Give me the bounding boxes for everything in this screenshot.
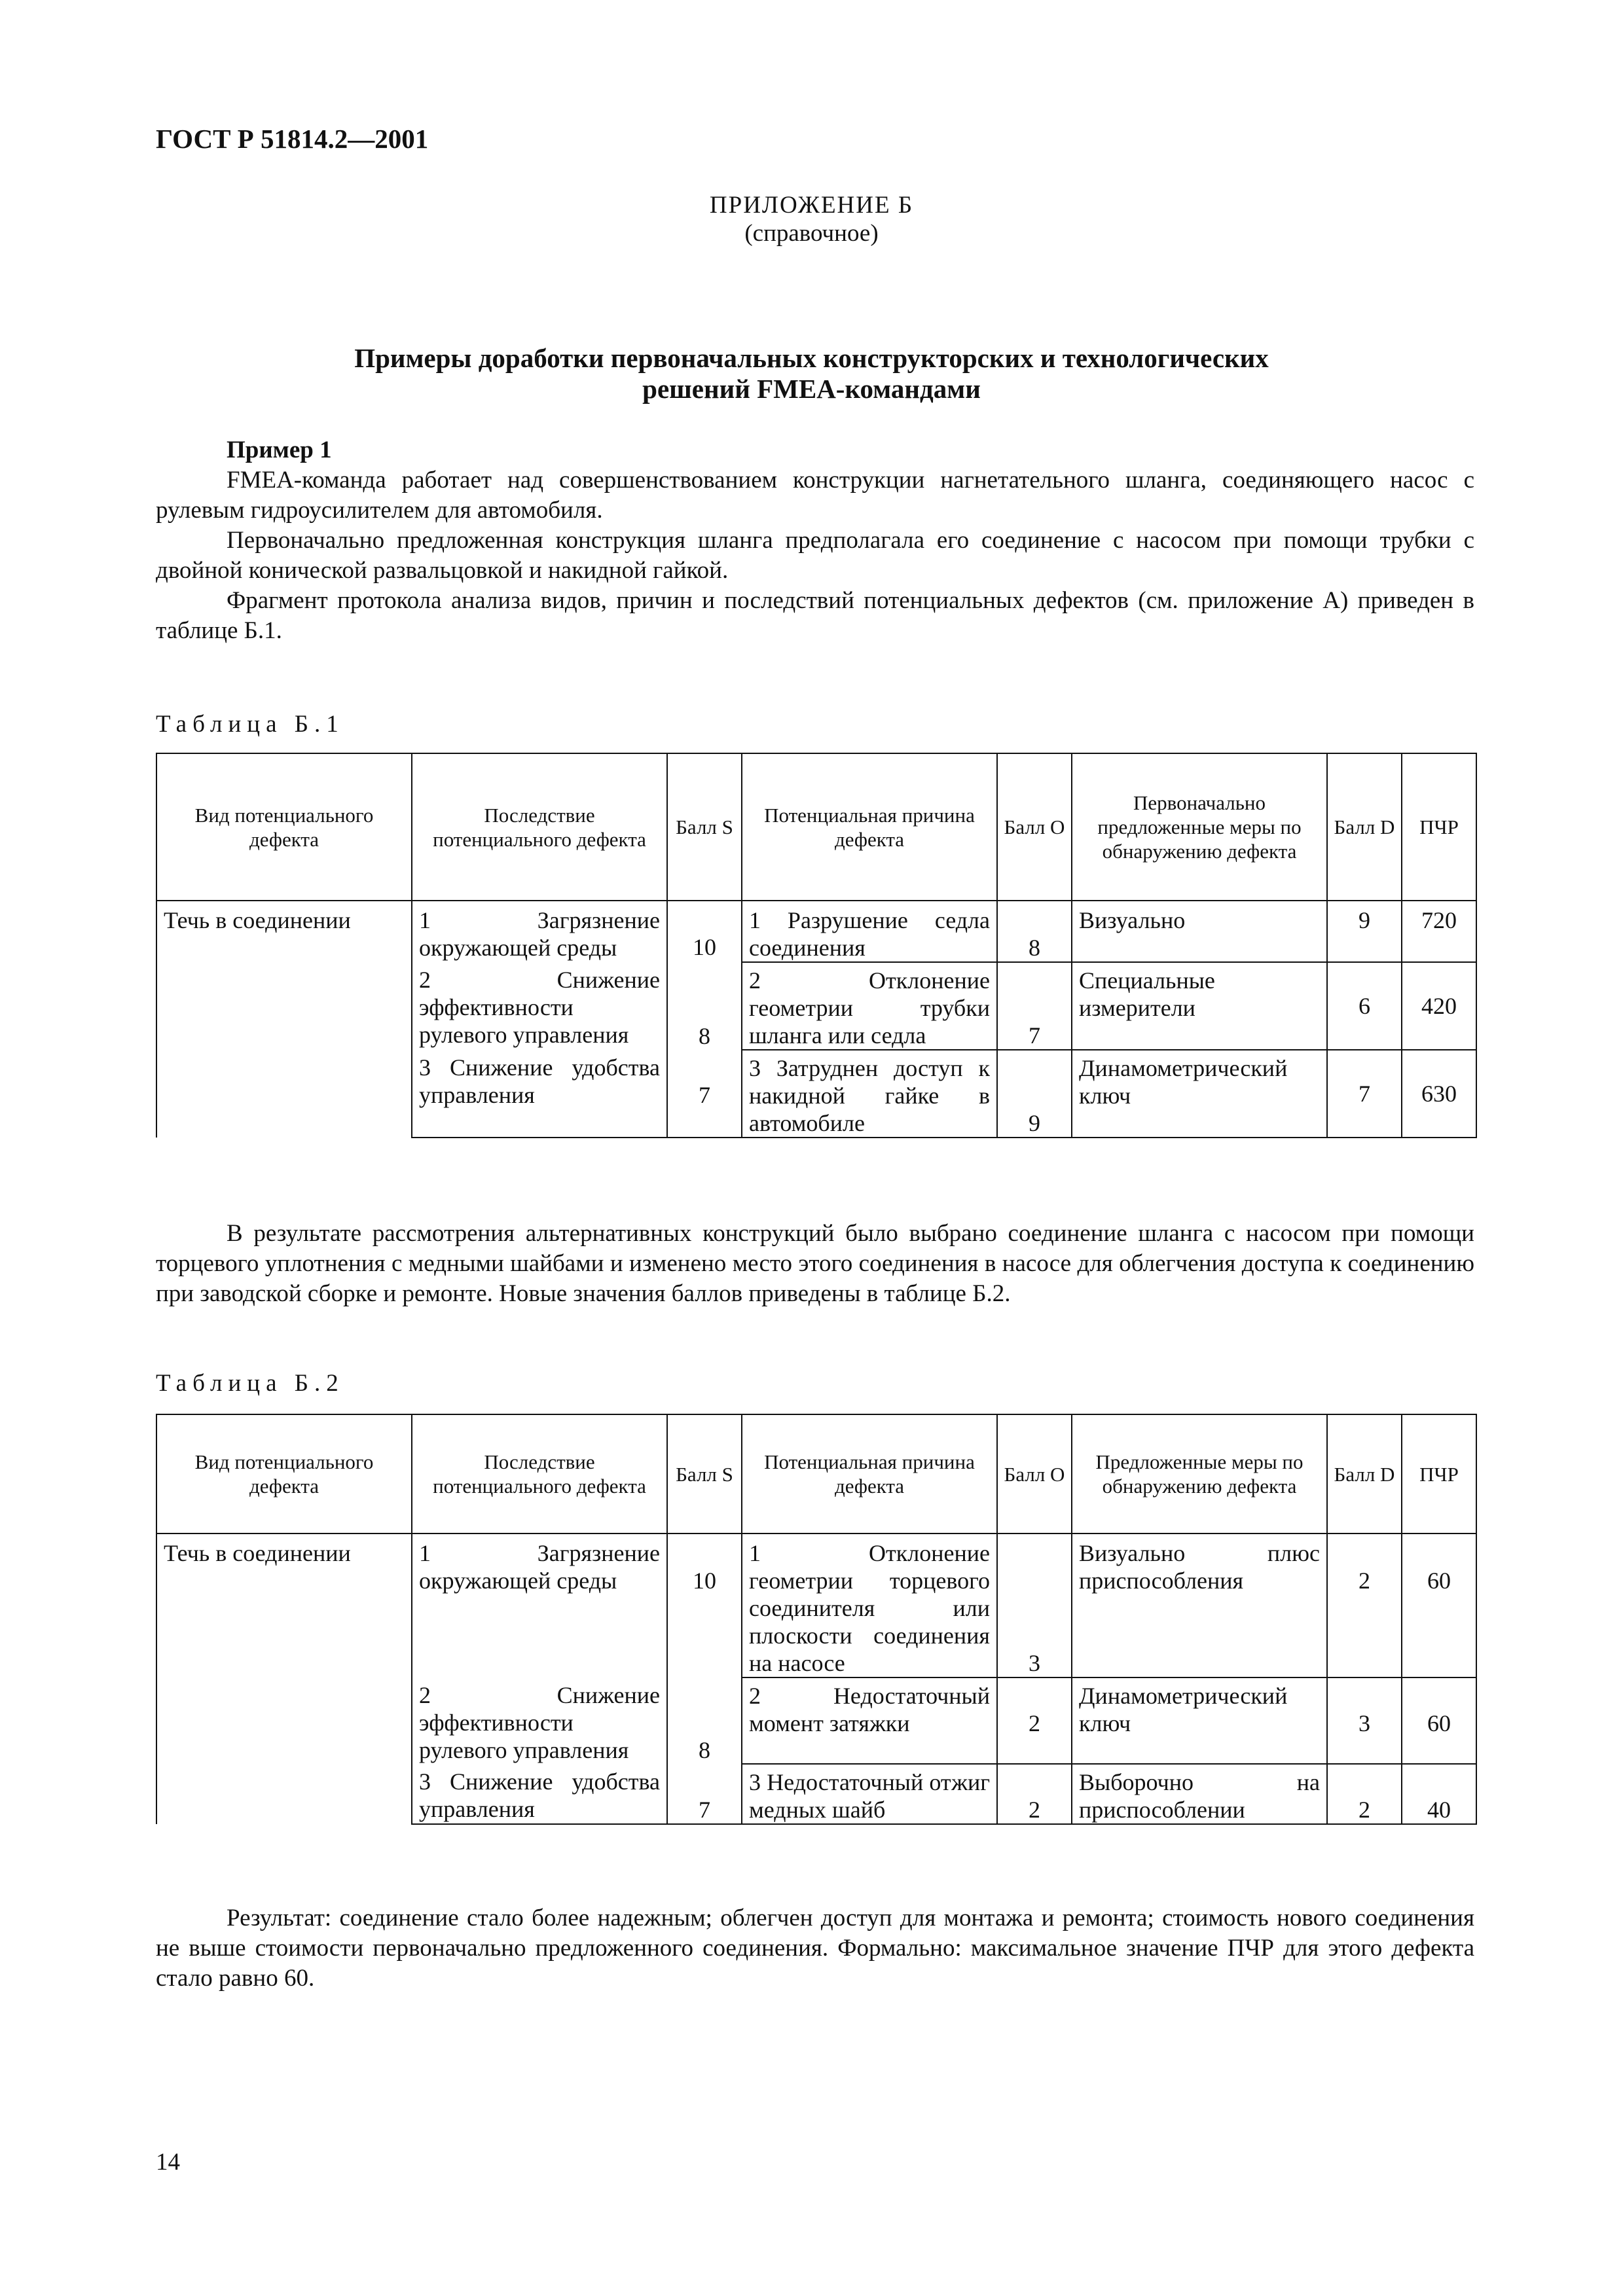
col-header-cause: Потенциальная причина дефекта (742, 1414, 997, 1534)
example-paragraph-1: FMEA-команда работает над совершенствованием конструкции нагнетательного шланга, соединяющего насос с рулевым гидроусилителем для автомобиля. (156, 467, 1474, 524)
defect-type-cell: Течь в соединении (156, 901, 412, 1138)
score-d-cell: 2 (1327, 1534, 1402, 1677)
example-paragraph-2: Первоначально предложенная конструкция шланга предполагала его соединение с насосом при помощи трубки с двойной конической развальцовкой и накидной гайкой. (156, 527, 1474, 584)
score-d-cell: 9 (1327, 901, 1402, 962)
col-header-measures: Предложенные меры по обнаружению дефекта (1072, 1414, 1327, 1534)
score-o-cell: 8 (997, 901, 1072, 962)
section-title-line-2: решений FMEA-командами (642, 374, 981, 404)
table-1 (156, 753, 1477, 1138)
score-s-cell: 10 (667, 1534, 742, 1677)
cause-cell: 1 Отклонение геометрии торцевого соединителя или плоскости соединения на насосе (742, 1534, 997, 1677)
cause-cell: 2 Отклонение геометрии трубки шланга или седла (742, 962, 997, 1050)
effect-cell: 2 Снижение эффективности рулевого управления (412, 962, 667, 1050)
rpn-cell: 60 (1402, 1677, 1476, 1764)
score-d-cell: 3 (1327, 1677, 1402, 1764)
cause-cell: 3 Затруднен доступ к накидной гайке в автомобиле (742, 1050, 997, 1138)
col-header-measures: Первоначально предложенные меры по обнаружению дефекта (1072, 753, 1327, 901)
example-block (156, 435, 1474, 646)
score-s-cell: 8 (667, 1677, 742, 1764)
effect-cell: 1 Загрязнение окружающей среды (412, 901, 667, 962)
col-header-score-s: Балл S (667, 753, 742, 901)
col-header-rpn: ПЧР (1402, 753, 1476, 901)
col-header-score-s: Балл S (667, 1414, 742, 1534)
rpn-cell: 720 (1402, 901, 1476, 962)
score-s-cell: 7 (667, 1050, 742, 1138)
score-s-cell: 10 (667, 901, 742, 962)
score-o-cell: 2 (997, 1677, 1072, 1764)
col-header-score-d: Балл D (1327, 1414, 1402, 1534)
col-header-effect: Последствие потенциального дефекта (412, 753, 667, 901)
score-d-cell: 7 (1327, 1050, 1402, 1138)
table-1-caption: Таблица Б.1 (156, 711, 344, 738)
table-2-header-row (156, 1414, 1476, 1534)
measure-cell: Динамометрический ключ (1072, 1677, 1327, 1764)
middle-text (156, 1219, 1474, 1309)
score-o-cell: 2 (997, 1764, 1072, 1824)
defect-type-cell: Течь в соединении (156, 1534, 412, 1824)
cause-cell: 2 Недостаточный момент затяжки (742, 1677, 997, 1764)
score-o-cell: 9 (997, 1050, 1072, 1138)
page-number: 14 (156, 2149, 180, 2176)
rpn-cell: 420 (1402, 962, 1476, 1050)
rpn-cell: 630 (1402, 1050, 1476, 1138)
effect-cell: 1 Загрязнение окружающей среды (412, 1534, 667, 1677)
score-d-cell: 6 (1327, 962, 1402, 1050)
result-text (156, 1903, 1474, 1994)
rpn-cell: 40 (1402, 1764, 1476, 1824)
score-s-cell: 7 (667, 1764, 742, 1824)
measure-cell: Выборочно на приспособлении (1072, 1764, 1327, 1824)
col-header-score-d: Балл D (1327, 753, 1402, 901)
col-header-defect-type: Вид потенциального дефекта (156, 1414, 412, 1534)
rpn-cell: 60 (1402, 1534, 1476, 1677)
document-code: ГОСТ Р 51814.2—2001 (156, 124, 429, 154)
col-header-score-o: Балл O (997, 1414, 1072, 1534)
col-header-score-o: Балл O (997, 753, 1072, 901)
table-1-header-row (156, 753, 1476, 901)
section-title (0, 343, 1623, 404)
effect-cell: 3 Снижение удобства управления (412, 1050, 667, 1138)
cause-cell: 1 Разрушение седла соединения (742, 901, 997, 962)
col-header-rpn: ПЧР (1402, 1414, 1476, 1534)
measure-cell: Визуально (1072, 901, 1327, 962)
table-2 (156, 1414, 1477, 1825)
score-o-cell: 7 (997, 962, 1072, 1050)
measure-cell: Визуально плюс приспособления (1072, 1534, 1327, 1677)
col-header-effect: Последствие потенциального дефекта (412, 1414, 667, 1534)
table-2-caption: Таблица Б.2 (156, 1370, 344, 1397)
score-d-cell: 2 (1327, 1764, 1402, 1824)
annex-subtitle: (справочное) (744, 220, 879, 247)
section-title-line-1: Примеры доработки первоначальных конструкторских и технологических (354, 343, 1269, 373)
measure-cell: Специальные измерители (1072, 962, 1327, 1050)
effect-cell: 3 Снижение удобства управления (412, 1764, 667, 1824)
example-heading: Пример 1 (227, 437, 332, 463)
col-header-defect-type: Вид потенциального дефекта (156, 753, 412, 901)
measure-cell: Динамометрический ключ (1072, 1050, 1327, 1138)
col-header-cause: Потенциальная причина дефекта (742, 753, 997, 901)
annex-title: ПРИЛОЖЕНИЕ Б (709, 192, 914, 219)
table-row (156, 1534, 1476, 1677)
middle-paragraph: В результате рассмотрения альтернативных конструкций было выбрано соединение шланга с насосом при помощи торцевого уплотнения с медными шайбами и изменено место этого соединения в насосе для облегчения доступа к соединению при заводской сборке и ремонте. Новые значения баллов приведены в таблице Б.2. (156, 1220, 1474, 1307)
effect-cell: 2 Снижение эффективности рулевого управления (412, 1677, 667, 1764)
score-o-cell: 3 (997, 1534, 1072, 1677)
cause-cell: 3 Недостаточный отжиг медных шайб (742, 1764, 997, 1824)
example-paragraph-3: Фрагмент протокола анализа видов, причин и последствий потенциальных дефектов (см. приложение А) приведен в таблице Б.1. (156, 587, 1474, 644)
score-s-cell: 8 (667, 962, 742, 1050)
table-row (156, 901, 1476, 962)
result-paragraph: Результат: соединение стало более надежным; облегчен доступ для монтажа и ремонта; стоимость нового соединения не выше стоимости первоначально предложенного соединения. Формально: максимальное значение ПЧР для этого дефекта стало равно 60. (156, 1905, 1474, 1992)
